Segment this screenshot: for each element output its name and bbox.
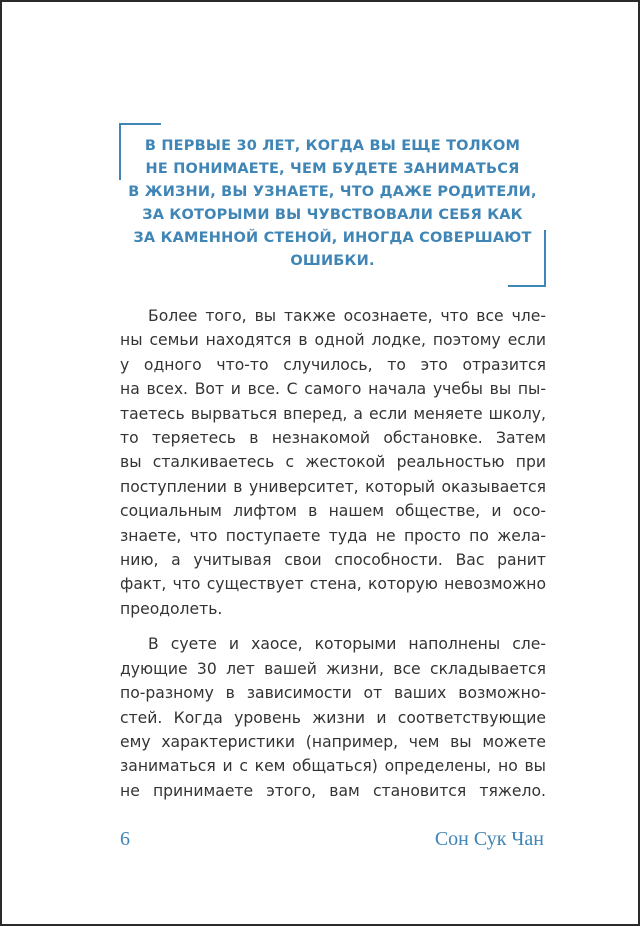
text-line: факт, что существует стена, которую невозможно (120, 575, 546, 594)
text-line: дующие 30 лет вашей жизни, все складывается (120, 659, 546, 678)
text-line: знаете, что поступаете туда не просто по жела- (120, 526, 546, 545)
text-line: заниматься и с кем общаться) определены, но вы (120, 757, 546, 776)
text-line: Более того, вы также осознаете, что все чле- (148, 307, 546, 325)
paragraph-2 (120, 632, 546, 803)
text-line: нию, а учитывая свои способности. Вас ранит (120, 551, 546, 570)
text-line: социальным лифтом в нашем обществе, и осо- (120, 502, 546, 521)
text-line: то теряетесь в незнакомой обстановке. Затем (120, 429, 546, 448)
text-line: поступлении в университет, который оказывается (120, 477, 546, 496)
text-line: не принимаете этого, вам становится тяжело. (120, 781, 546, 800)
text-line: вы сталкиваетесь с жестокой реальностью при (120, 453, 546, 472)
pull-quote (119, 123, 546, 287)
text-line: у одного что-то случилось, то это отразится (120, 355, 546, 374)
text-line: ны семьи находятся в одной лодке, поэтому если (120, 331, 546, 350)
text-line: стей. Когда уровень жизни и соответствующие (120, 708, 546, 727)
quote-line: ЗА КОТОРЫМИ ВЫ ЧУВСТВОВАЛИ СЕБЯ КАК (142, 207, 523, 223)
quote-line: В ПЕРВЫЕ 30 ЛЕТ, КОГДА ВЫ ЕЩЕ ТОЛКОМ (144, 138, 521, 154)
text-line: на всех. Вот и все. С самого начала учебы вы пы- (120, 380, 546, 399)
text-line: таетесь вырваться вперед, а если меняете школу, (120, 404, 546, 423)
running-footer-author: Сон Сук Чан (434, 828, 544, 850)
text-line: по-разному в зависимости от ваших возможно- (120, 684, 546, 703)
page-number: 6 (120, 828, 130, 850)
quote-line: НЕ ПОНИМАЕТЕ, ЧЕМ БУДЕТЕ ЗАНИМАТЬСЯ (145, 161, 520, 177)
text-line: В суете и хаосе, которыми наполнены сле- (148, 635, 546, 654)
quote-text (119, 135, 546, 273)
paragraph-1 (120, 304, 546, 621)
quote-line: ОШИБКИ. (290, 253, 375, 269)
text-line: преодолеть. (120, 599, 223, 618)
text-line: ему характеристики (например, чем вы можете (120, 732, 546, 751)
body-text (120, 304, 546, 814)
quote-line: ЗА КАМЕННОЙ СТЕНОЙ, ИНОГДА СОВЕРШАЮТ (133, 230, 532, 246)
quote-line: В ЖИЗНИ, ВЫ УЗНАЕТЕ, ЧТО ДАЖЕ РОДИТЕЛИ, (128, 184, 537, 200)
